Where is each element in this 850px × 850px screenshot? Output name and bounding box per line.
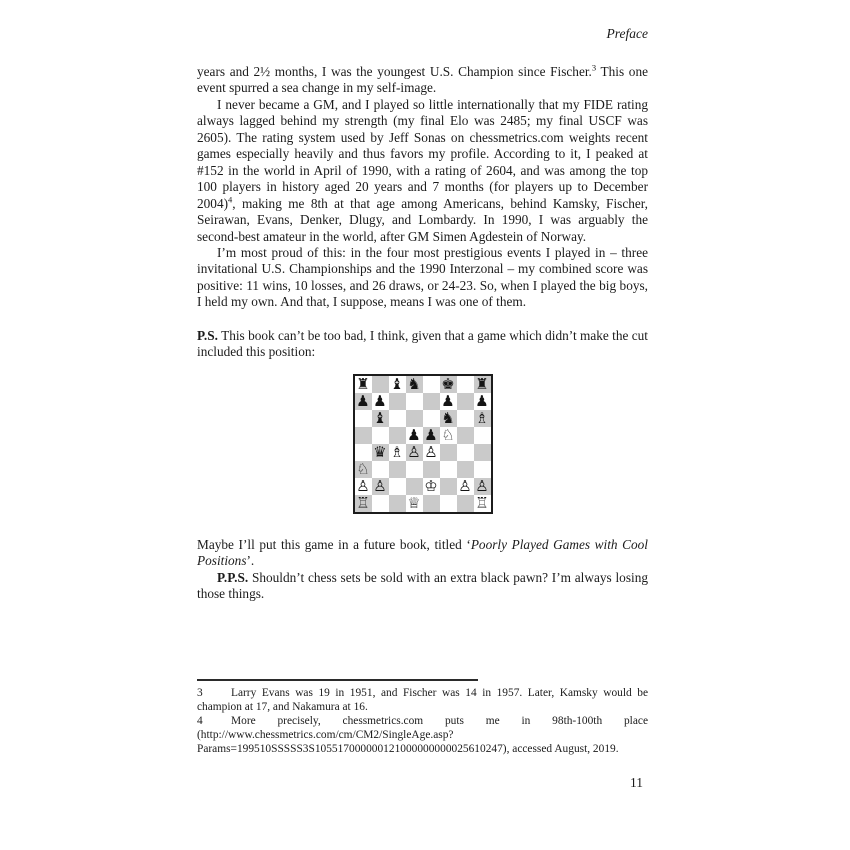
- black-pawn-piece: ♟: [475, 391, 489, 410]
- white-rook-piece: ♖: [475, 493, 489, 512]
- board-square: [389, 410, 406, 427]
- text-segment: This one event spurred a sea change in my self-image.: [197, 64, 649, 96]
- board-square: [406, 393, 423, 410]
- footnote-reference: 4: [228, 194, 233, 205]
- footnote-reference: 3: [591, 62, 597, 73]
- board-square: [474, 427, 491, 444]
- board-square: [389, 393, 406, 410]
- black-rook-piece: ♜: [475, 374, 489, 393]
- footnote-list: [197, 687, 648, 757]
- board-square: [457, 376, 474, 393]
- text-segment: I’m most proud of this: in the four most prestigious events I played in – three invitational U.S. Championships and the 1990 Interzonal – my combined score was positive: 11 wins, 10 losses, and 26 draws, or 24-23. So, when I played the big boys, I held my own. And that, I suppose, means I was one of them.: [197, 244, 648, 310]
- board-row: [355, 376, 491, 393]
- black-pawn-piece: ♟: [441, 391, 455, 410]
- board-square: [355, 376, 372, 393]
- board-square: [474, 410, 491, 427]
- footnotes: [197, 679, 648, 757]
- white-pawn-piece: ♙: [373, 476, 387, 495]
- text-segment: ’.: [246, 553, 255, 569]
- page-number: 11: [630, 775, 643, 790]
- footnote: [197, 715, 648, 757]
- board-square: [440, 376, 457, 393]
- board-square: [474, 495, 491, 512]
- board-square: [406, 376, 423, 393]
- white-pawn-piece: ♙: [458, 476, 472, 495]
- board-square: [457, 410, 474, 427]
- footnote: [197, 687, 648, 715]
- board-row: [355, 461, 491, 478]
- board-square: [355, 444, 372, 461]
- board-square: [372, 427, 389, 444]
- black-king-piece: ♚: [441, 374, 455, 393]
- black-bishop-piece: ♝: [373, 408, 387, 427]
- black-rook-piece: ♜: [356, 374, 370, 393]
- text-segment: P.S.: [197, 327, 218, 343]
- paragraph: [197, 570, 648, 603]
- board-square: [406, 444, 423, 461]
- board-square: [474, 478, 491, 495]
- white-queen-piece: ♕: [407, 493, 421, 512]
- board-square: [423, 478, 440, 495]
- paragraph: [197, 97, 648, 245]
- board-square: [389, 427, 406, 444]
- chess-diagram-wrap: [197, 374, 648, 514]
- footnote-text: More precisely, chessmetrics.com puts me in 98th-100th place (http://www.chessmetrics.com/cm/CM2/SingleAge.asp?Params=199510SSSSS3S105517000000121000000000025610247), accessed August, 2019.: [197, 714, 648, 755]
- board-square: [423, 393, 440, 410]
- board-row: [355, 495, 491, 512]
- white-pawn-piece: ♙: [356, 476, 370, 495]
- board-square: [389, 478, 406, 495]
- board-square: [457, 444, 474, 461]
- board-square: [423, 495, 440, 512]
- black-bishop-piece: ♝: [390, 374, 404, 393]
- board-square: [355, 393, 372, 410]
- board-square: [406, 410, 423, 427]
- white-bishop-piece: ♗: [475, 408, 489, 427]
- board-row: [355, 478, 491, 495]
- board-square: [423, 427, 440, 444]
- footnote-separator-rule: [197, 679, 478, 681]
- board-square: [440, 427, 457, 444]
- chess-board: [353, 374, 493, 514]
- board-square: [372, 495, 389, 512]
- board-square: [389, 495, 406, 512]
- board-square: [440, 478, 457, 495]
- text-segment: Maybe I’ll put this game in a future book, titled ‘: [197, 536, 471, 552]
- board-square: [406, 495, 423, 512]
- white-pawn-piece: ♙: [475, 476, 489, 495]
- board-square: [355, 461, 372, 478]
- board-square: [474, 461, 491, 478]
- white-pawn-piece: ♙: [424, 442, 438, 461]
- board-square: [389, 444, 406, 461]
- board-square: [423, 461, 440, 478]
- text-segment: P.P.S.: [217, 569, 249, 585]
- board-square: [406, 478, 423, 495]
- white-knight-piece: ♘: [356, 459, 370, 478]
- board-square: [457, 495, 474, 512]
- body-text: [197, 64, 648, 361]
- white-pawn-piece: ♙: [407, 442, 421, 461]
- board-square: [355, 478, 372, 495]
- paragraph: [197, 245, 648, 311]
- board-square: [457, 478, 474, 495]
- board-square: [372, 393, 389, 410]
- text-segment: I never became a GM, and I played so little internationally that my FIDE rating always lagged behind my strength (my final Elo was 2485; my final USCF was 2605). The rating system used by Jeff Sonas on chessmetrics.com weights recent games especially heavily and thus favors my profile. According to it, I peaked at #152 in the world in April of 1990, with a rating of 2604, and was among the top 100 players in history aged 20 years and 7 months (for players up to December 2004): [197, 96, 648, 211]
- white-rook-piece: ♖: [356, 493, 370, 512]
- board-square: [440, 495, 457, 512]
- board-square: [372, 461, 389, 478]
- board-square: [457, 427, 474, 444]
- board-square: [372, 410, 389, 427]
- black-pawn-piece: ♟: [356, 391, 370, 410]
- board-square: [372, 444, 389, 461]
- board-square: [423, 376, 440, 393]
- board-square: [372, 478, 389, 495]
- paragraph: [197, 64, 648, 97]
- board-square: [389, 376, 406, 393]
- board-square: [440, 444, 457, 461]
- black-knight-piece: ♞: [441, 408, 455, 427]
- white-bishop-piece: ♗: [390, 442, 404, 461]
- text-segment: This book can’t be too bad, I think, given that a game which didn’t make the cut included this position:: [197, 327, 648, 360]
- board-square: [372, 376, 389, 393]
- footnote-text: Larry Evans was 19 in 1951, and Fischer was 14 in 1957. Later, Kamsky would be champion at 17, and Nakamura at 16.: [197, 687, 648, 713]
- body-text-after-diagram: [197, 537, 648, 603]
- board-square: [440, 410, 457, 427]
- black-pawn-piece: ♟: [424, 425, 438, 444]
- board-square: [474, 376, 491, 393]
- board-square: [457, 393, 474, 410]
- board-row: [355, 410, 491, 427]
- black-knight-piece: ♞: [407, 374, 421, 393]
- paragraph: [197, 537, 648, 570]
- text-segment: years and 2½ months, I was the youngest U.S. Champion since Fischer.: [197, 64, 592, 79]
- text-segment: , making me 8th at that age among Americans, behind Kamsky, Fischer, Seirawan, Evans, Denker, Dlugy, and Lombardy. In 1990, I was arguably the second-best amateur in the world, after GM Simen Agdestein of Norway.: [197, 195, 648, 244]
- white-king-piece: ♔: [424, 476, 438, 495]
- board-square: [406, 427, 423, 444]
- board-square: [423, 410, 440, 427]
- board-square: [474, 444, 491, 461]
- board-row: [355, 444, 491, 461]
- footnote-number: 3: [197, 687, 203, 699]
- white-knight-piece: ♘: [441, 425, 455, 444]
- board-square: [423, 444, 440, 461]
- board-square: [406, 461, 423, 478]
- text-segment: Poorly Played Games with Cool Positions: [197, 536, 649, 569]
- board-square: [389, 461, 406, 478]
- board-square: [440, 461, 457, 478]
- board-row: [355, 427, 491, 444]
- black-pawn-piece: ♟: [407, 425, 421, 444]
- board-row: [355, 393, 491, 410]
- text-segment: Shouldn’t chess sets be sold with an extra black pawn? I’m always losing those things.: [197, 569, 648, 602]
- black-pawn-piece: ♟: [373, 391, 387, 410]
- board-square: [474, 393, 491, 410]
- board-square: [355, 427, 372, 444]
- board-square: [355, 410, 372, 427]
- footnote-number: 4: [197, 714, 203, 727]
- black-queen-piece: ♛: [373, 442, 387, 461]
- page-column: [197, 0, 648, 603]
- board-square: [457, 461, 474, 478]
- board-square: [355, 495, 372, 512]
- board-square: [440, 393, 457, 410]
- running-head: Preface: [606, 26, 648, 41]
- paragraph: [197, 328, 648, 361]
